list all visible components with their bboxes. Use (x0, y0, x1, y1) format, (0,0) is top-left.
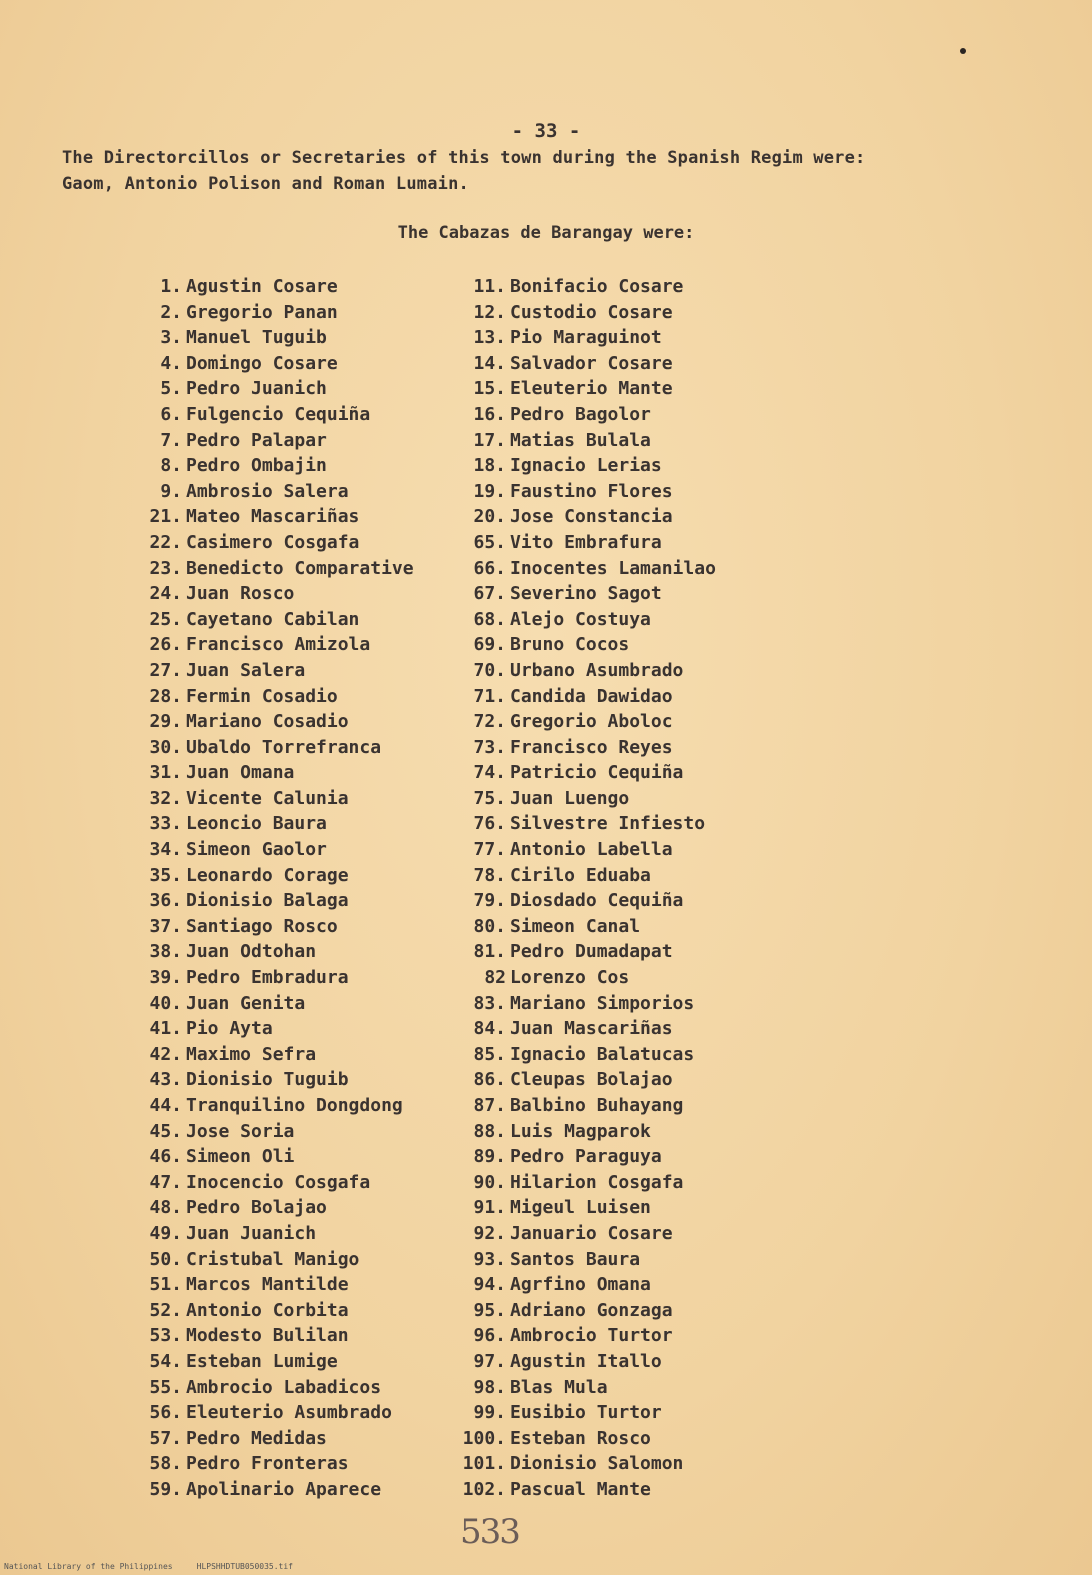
list-item-number: 41. (149, 1018, 182, 1040)
page-number: - 33 - (511, 120, 581, 142)
list-item-number: 56. (149, 1402, 182, 1424)
list-item (120, 1349, 414, 1375)
list-item-name: Inocencio Cosgafa (186, 1171, 371, 1193)
list-item (444, 1272, 716, 1298)
list-item-name: Pedro Palapar (186, 429, 327, 451)
list-item-name: Maximo Sefra (186, 1043, 317, 1065)
list-item-number: 8. (160, 455, 182, 477)
list-item (444, 632, 716, 658)
list-item-number: 100. (462, 1427, 506, 1449)
list-item-name: Pedro Dumadapat (510, 941, 673, 963)
list-item (120, 1195, 414, 1221)
list-item-number: 70. (473, 659, 506, 681)
list-item-number: 34. (149, 839, 182, 861)
list-item-name: Cleupas Bolajao (510, 1069, 673, 1091)
list-item-number: 46. (149, 1146, 182, 1168)
list-item-name: Mariano Cosadio (186, 711, 349, 733)
list-item-name: Jose Constancia (510, 506, 673, 528)
list-item-number: 99. (473, 1402, 506, 1424)
list-item-number: 102. (462, 1478, 506, 1500)
list-item-name: Modesto Bulilan (186, 1325, 349, 1347)
list-item-number: 71. (473, 685, 506, 707)
list-item-name: Fulgencio Cequiña (186, 403, 371, 425)
list-item-number: 24. (149, 583, 182, 605)
list-item-name: Vito Embrafura (510, 531, 662, 553)
list-item-name: Lorenzo Cos (510, 967, 630, 989)
intro-paragraph: The Directorcillos or Secretaries of this town during the Spanish Regim were: Gaom, Antonio Polison and Roman Lumain. (62, 148, 866, 194)
list-item (120, 1067, 414, 1093)
list-item-name: Pedro Paraguya (510, 1146, 662, 1168)
list-item-number: 88. (473, 1120, 506, 1142)
list-item-number: 40. (149, 992, 182, 1014)
list-item-number: 29. (149, 711, 182, 733)
list-item (120, 1272, 414, 1298)
list-item-number: 20. (473, 506, 506, 528)
list-item-name: Santiago Rosco (186, 915, 338, 937)
list-item-name: Manuel Tuguib (186, 327, 327, 349)
list-item (120, 684, 414, 710)
list-item-number: 49. (149, 1222, 182, 1244)
list-item-name: Leonardo Corage (186, 864, 349, 886)
list-item (120, 1221, 414, 1247)
list-item (120, 1042, 414, 1068)
list-item (444, 581, 716, 607)
list-item-number: 4. (160, 352, 182, 374)
list-item-number: 96. (473, 1325, 506, 1347)
list-item-name: Pedro Fronteras (186, 1453, 349, 1475)
list-item-name: Francisco Reyes (510, 736, 673, 758)
list-item-name: Inocentes Lamanilao (510, 557, 716, 579)
list-item (444, 1451, 716, 1477)
list-item-name: Migeul Luisen (510, 1197, 651, 1219)
right-name-column (444, 274, 716, 1503)
list-item-name: Pedro Embradura (186, 967, 349, 989)
list-item-name: Leoncio Baura (186, 813, 327, 835)
list-item-number: 66. (473, 557, 506, 579)
list-item (444, 274, 716, 300)
list-item-number: 93. (473, 1248, 506, 1270)
list-item-name: Agustin Cosare (186, 276, 338, 297)
list-item-number: 21. (149, 506, 182, 528)
list-item-number: 7. (160, 429, 182, 451)
list-item-name: Gregorio Aboloc (510, 711, 673, 733)
list-item-name: Santos Baura (510, 1248, 641, 1270)
list-item-name: Mateo Mascariñas (186, 506, 360, 528)
list-item-number: 11. (473, 276, 506, 297)
list-item-number: 85. (473, 1043, 506, 1065)
list-item-number: 53. (149, 1325, 182, 1347)
list-item (444, 402, 716, 428)
list-item-number: 57. (149, 1427, 182, 1449)
list-item-number: 39. (149, 967, 182, 989)
list-item-number: 19. (473, 480, 506, 502)
list-item (444, 1067, 716, 1093)
list-item-number: 5. (160, 378, 182, 400)
list-item-number: 82 (484, 967, 506, 989)
list-item (444, 1119, 716, 1145)
list-item-number: 78. (473, 864, 506, 886)
list-item-name: Juan Juanich (186, 1222, 317, 1244)
list-item (444, 709, 716, 735)
list-item-name: Simeon Oli (186, 1146, 295, 1168)
list-item-name: Esteban Lumige (186, 1350, 338, 1372)
list-item-name: Candida Dawidao (510, 685, 673, 707)
list-item (120, 1298, 414, 1324)
list-item (444, 1144, 716, 1170)
list-item (120, 607, 414, 633)
list-item-name: Dionisio Salomon (510, 1453, 684, 1475)
list-item (444, 786, 716, 812)
list-item-name: Casimero Cosgafa (186, 531, 360, 553)
list-item-name: Eleuterio Mante (510, 378, 673, 400)
list-item (444, 1247, 716, 1273)
list-item-name: Vicente Calunia (186, 787, 349, 809)
list-item-number: 86. (473, 1069, 506, 1091)
list-item-number: 55. (149, 1376, 182, 1398)
list-item-name: Agrfino Omana (510, 1274, 651, 1296)
list-item (444, 376, 716, 402)
list-item-number: 3. (160, 327, 182, 349)
list-item (444, 556, 716, 582)
list-item (444, 300, 716, 326)
list-item-name: Pascual Mante (510, 1478, 651, 1500)
list-item-number: 69. (473, 634, 506, 656)
list-item-number: 87. (473, 1095, 506, 1116)
list-item-number: 9. (160, 480, 182, 502)
archive-footer: National Library of the Philippines HLPSHHDTUB050035.tif (4, 1562, 293, 1571)
list-item (120, 300, 414, 326)
list-item (444, 914, 716, 940)
list-item (120, 1144, 414, 1170)
list-item-number: 17. (473, 429, 506, 451)
list-item (120, 376, 414, 402)
list-item (120, 1375, 414, 1401)
list-item (444, 453, 716, 479)
list-item (444, 1477, 716, 1503)
list-item-number: 26. (149, 634, 182, 656)
list-item-name: Matias Bulala (510, 429, 651, 451)
list-item-number: 68. (473, 608, 506, 630)
list-item-name: Adriano Gonzaga (510, 1299, 673, 1321)
list-item (120, 1170, 414, 1196)
list-item (444, 991, 716, 1017)
list-item (444, 684, 716, 710)
list-item-number: 101. (462, 1453, 506, 1475)
list-item (120, 965, 414, 991)
list-item (444, 325, 716, 351)
list-item-number: 22. (149, 531, 182, 553)
list-item-number: 89. (473, 1146, 506, 1168)
list-item-name: Pedro Bolajao (186, 1197, 327, 1219)
list-item (120, 504, 414, 530)
list-item (444, 1375, 716, 1401)
list-item (444, 939, 716, 965)
list-item (444, 735, 716, 761)
list-item (120, 274, 414, 300)
list-item-number: 77. (473, 839, 506, 861)
list-item (444, 837, 716, 863)
list-item (120, 837, 414, 863)
list-item-name: Luis Magparok (510, 1120, 651, 1142)
list-item-name: Antonio Corbita (186, 1299, 349, 1321)
list-item-number: 74. (473, 762, 506, 784)
list-item-name: Apolinario Aparece (186, 1478, 382, 1500)
list-item-name: Pedro Bagolor (510, 403, 651, 425)
list-item-number: 76. (473, 813, 506, 835)
list-item (120, 1400, 414, 1426)
list-item (120, 1093, 414, 1119)
list-item-name: Ambrocio Labadicos (186, 1376, 382, 1398)
list-item-name: Cristubal Manigo (186, 1248, 360, 1270)
list-item-number: 92. (473, 1222, 506, 1244)
list-item (444, 1016, 716, 1042)
list-item (120, 658, 414, 684)
ink-dot (960, 48, 966, 54)
list-item (120, 428, 414, 454)
list-item-name: Gregorio Panan (186, 301, 338, 323)
list-item (120, 735, 414, 761)
list-item-number: 58. (149, 1453, 182, 1475)
list-item (444, 351, 716, 377)
list-item-name: Domingo Cosare (186, 352, 338, 374)
list-item-name: Francisco Amizola (186, 634, 371, 656)
list-item-number: 75. (473, 787, 506, 809)
list-item (120, 863, 414, 889)
list-item (120, 632, 414, 658)
list-item-number: 47. (149, 1171, 182, 1193)
list-item-number: 31. (149, 762, 182, 784)
list-item-name: Juan Salera (186, 659, 306, 681)
list-item (120, 402, 414, 428)
list-item-number: 80. (473, 915, 506, 937)
list-item (120, 939, 414, 965)
list-item-number: 38. (149, 941, 182, 963)
list-item-name: Bruno Cocos (510, 634, 630, 656)
list-item-name: Dionisio Tuguib (186, 1069, 349, 1091)
list-item-name: Hilarion Cosgafa (510, 1171, 684, 1193)
list-item-name: Juan Luengo (510, 787, 630, 809)
list-item (120, 351, 414, 377)
list-item-number: 44. (149, 1095, 182, 1116)
list-item (120, 1119, 414, 1145)
list-item (444, 888, 716, 914)
list-item-number: 83. (473, 992, 506, 1014)
list-item (120, 1016, 414, 1042)
list-item-name: Silvestre Infiesto (510, 813, 706, 835)
list-item (120, 581, 414, 607)
list-item-name: Pedro Medidas (186, 1427, 327, 1449)
list-item-number: 59. (149, 1478, 182, 1500)
list-item-name: Simeon Gaolor (186, 839, 327, 861)
list-item-name: Eleuterio Asumbrado (186, 1402, 392, 1424)
list-item-name: Cayetano Cabilan (186, 608, 360, 630)
list-item-number: 97. (473, 1350, 506, 1372)
list-item-number: 30. (149, 736, 182, 758)
list-item-name: Juan Odtohan (186, 941, 317, 963)
list-item-name: Ambrosio Salera (186, 480, 349, 502)
list-item-name: Jose Soria (186, 1120, 295, 1142)
list-item-number: 65. (473, 531, 506, 553)
list-item (120, 1247, 414, 1273)
list-item-number: 81. (473, 941, 506, 963)
list-item (120, 1426, 414, 1452)
list-item (444, 1426, 716, 1452)
list-item-number: 6. (160, 403, 182, 425)
list-item-number: 45. (149, 1120, 182, 1142)
list-item (444, 1400, 716, 1426)
list-item (444, 607, 716, 633)
list-item-number: 25. (149, 608, 182, 630)
list-item (120, 709, 414, 735)
list-item (444, 1093, 716, 1119)
list-item-name: Custodio Cosare (510, 301, 673, 323)
list-item (444, 1195, 716, 1221)
list-item-name: Ubaldo Torrefranca (186, 736, 382, 758)
list-item-number: 73. (473, 736, 506, 758)
list-item-number: 15. (473, 378, 506, 400)
list-item (444, 965, 716, 991)
list-item-name: Eusibio Turtor (510, 1402, 662, 1424)
list-item (444, 1170, 716, 1196)
list-item-name: Pedro Juanich (186, 378, 327, 400)
list-item-number: 37. (149, 915, 182, 937)
list-item (120, 760, 414, 786)
list-item (444, 1298, 716, 1324)
list-item-name: Juan Omana (186, 762, 295, 784)
list-item-number: 2. (160, 301, 182, 323)
list-item (120, 888, 414, 914)
list-item-number: 72. (473, 711, 506, 733)
list-item-number: 90. (473, 1171, 506, 1193)
list-item (120, 1323, 414, 1349)
list-item (444, 1349, 716, 1375)
list-item-number: 32. (149, 787, 182, 809)
list-item-number: 35. (149, 864, 182, 886)
list-item-number: 54. (149, 1350, 182, 1372)
list-item-number: 48. (149, 1197, 182, 1219)
list-item-name: Fermin Cosadio (186, 685, 338, 707)
list-item (120, 991, 414, 1017)
list-item-name: Antonio Labella (510, 839, 673, 861)
list-item-name: Tranquilino Dongdong (186, 1095, 403, 1116)
list-item-number: 98. (473, 1376, 506, 1398)
list-item-name: Agustin Itallo (510, 1350, 662, 1372)
list-item-number: 79. (473, 890, 506, 912)
list-item (120, 453, 414, 479)
list-item-name: Blas Mula (510, 1376, 608, 1398)
list-item-number: 16. (473, 403, 506, 425)
list-item-number: 84. (473, 1018, 506, 1040)
list-item-name: Ignacio Lerias (510, 455, 662, 477)
list-item (444, 504, 716, 530)
list-item (444, 760, 716, 786)
list-item-name: Ambrocio Turtor (510, 1325, 673, 1347)
list-item-name: Severino Sagot (510, 583, 662, 605)
list-item-number: 18. (473, 455, 506, 477)
list-item-number: 13. (473, 327, 506, 349)
list-item-number: 1. (160, 276, 182, 297)
list-item-name: Simeon Canal (510, 915, 641, 937)
list-item-number: 95. (473, 1299, 506, 1321)
list-item-number: 36. (149, 890, 182, 912)
list-item-name: Salvador Cosare (510, 352, 673, 374)
list-item (444, 1323, 716, 1349)
list-item-number: 91. (473, 1197, 506, 1219)
list-item-number: 52. (149, 1299, 182, 1321)
list-item-name: Pio Ayta (186, 1018, 273, 1040)
handwritten-page-stamp: 533 (460, 1512, 519, 1552)
list-item (120, 479, 414, 505)
list-item-name: Diosdado Cequiña (510, 890, 684, 912)
list-item (444, 863, 716, 889)
list-item (120, 325, 414, 351)
list-item (444, 658, 716, 684)
list-item (120, 530, 414, 556)
list-item-name: Dionisio Balaga (186, 890, 349, 912)
list-item (120, 914, 414, 940)
list-item-name: Juan Rosco (186, 583, 295, 605)
list-item-number: 50. (149, 1248, 182, 1270)
list-item (120, 811, 414, 837)
list-item-name: Patricio Cequiña (510, 762, 684, 784)
list-item-number: 33. (149, 813, 182, 835)
list-item-name: Pio Maraguinot (510, 327, 662, 349)
list-item (120, 1477, 414, 1503)
list-item-name: Faustino Flores (510, 480, 673, 502)
list-item (444, 1221, 716, 1247)
list-item-number: 43. (149, 1069, 182, 1091)
list-item-name: Juan Mascariñas (510, 1018, 673, 1040)
list-item (444, 479, 716, 505)
list-item (120, 1451, 414, 1477)
list-item-name: Juan Genita (186, 992, 306, 1014)
list-item-name: Ignacio Balatucas (510, 1043, 695, 1065)
list-item-number: 12. (473, 301, 506, 323)
list-item-number: 14. (473, 352, 506, 374)
list-item-number: 94. (473, 1274, 506, 1296)
list-item-number: 67. (473, 583, 506, 605)
list-item-name: Balbino Buhayang (510, 1095, 684, 1116)
list-item (120, 556, 414, 582)
list-item-name: Esteban Rosco (510, 1427, 651, 1449)
list-item-number: 42. (149, 1043, 182, 1065)
list-item-number: 51. (149, 1274, 182, 1296)
list-item (444, 1042, 716, 1068)
list-item-name: Pedro Ombajin (186, 455, 327, 477)
list-item-number: 27. (149, 659, 182, 681)
list-item-name: Urbano Asumbrado (510, 659, 684, 681)
left-name-column (120, 274, 414, 1503)
list-item-name: Mariano Simporios (510, 992, 695, 1014)
list-item-number: 23. (149, 557, 182, 579)
list-item-name: Cirilo Eduaba (510, 864, 651, 886)
list-item-number: 28. (149, 685, 182, 707)
list-item-name: Marcos Mantilde (186, 1274, 349, 1296)
list-item-name: Alejo Costuya (510, 608, 651, 630)
list-item-name: Januario Cosare (510, 1222, 673, 1244)
list-item (444, 428, 716, 454)
list-item-name: Bonifacio Cosare (510, 276, 684, 297)
list-item (444, 530, 716, 556)
list-item (444, 811, 716, 837)
list-item-name: Benedicto Comparative (186, 557, 414, 579)
list-item (120, 786, 414, 812)
section-heading: The Cabazas de Barangay were: (397, 223, 695, 243)
